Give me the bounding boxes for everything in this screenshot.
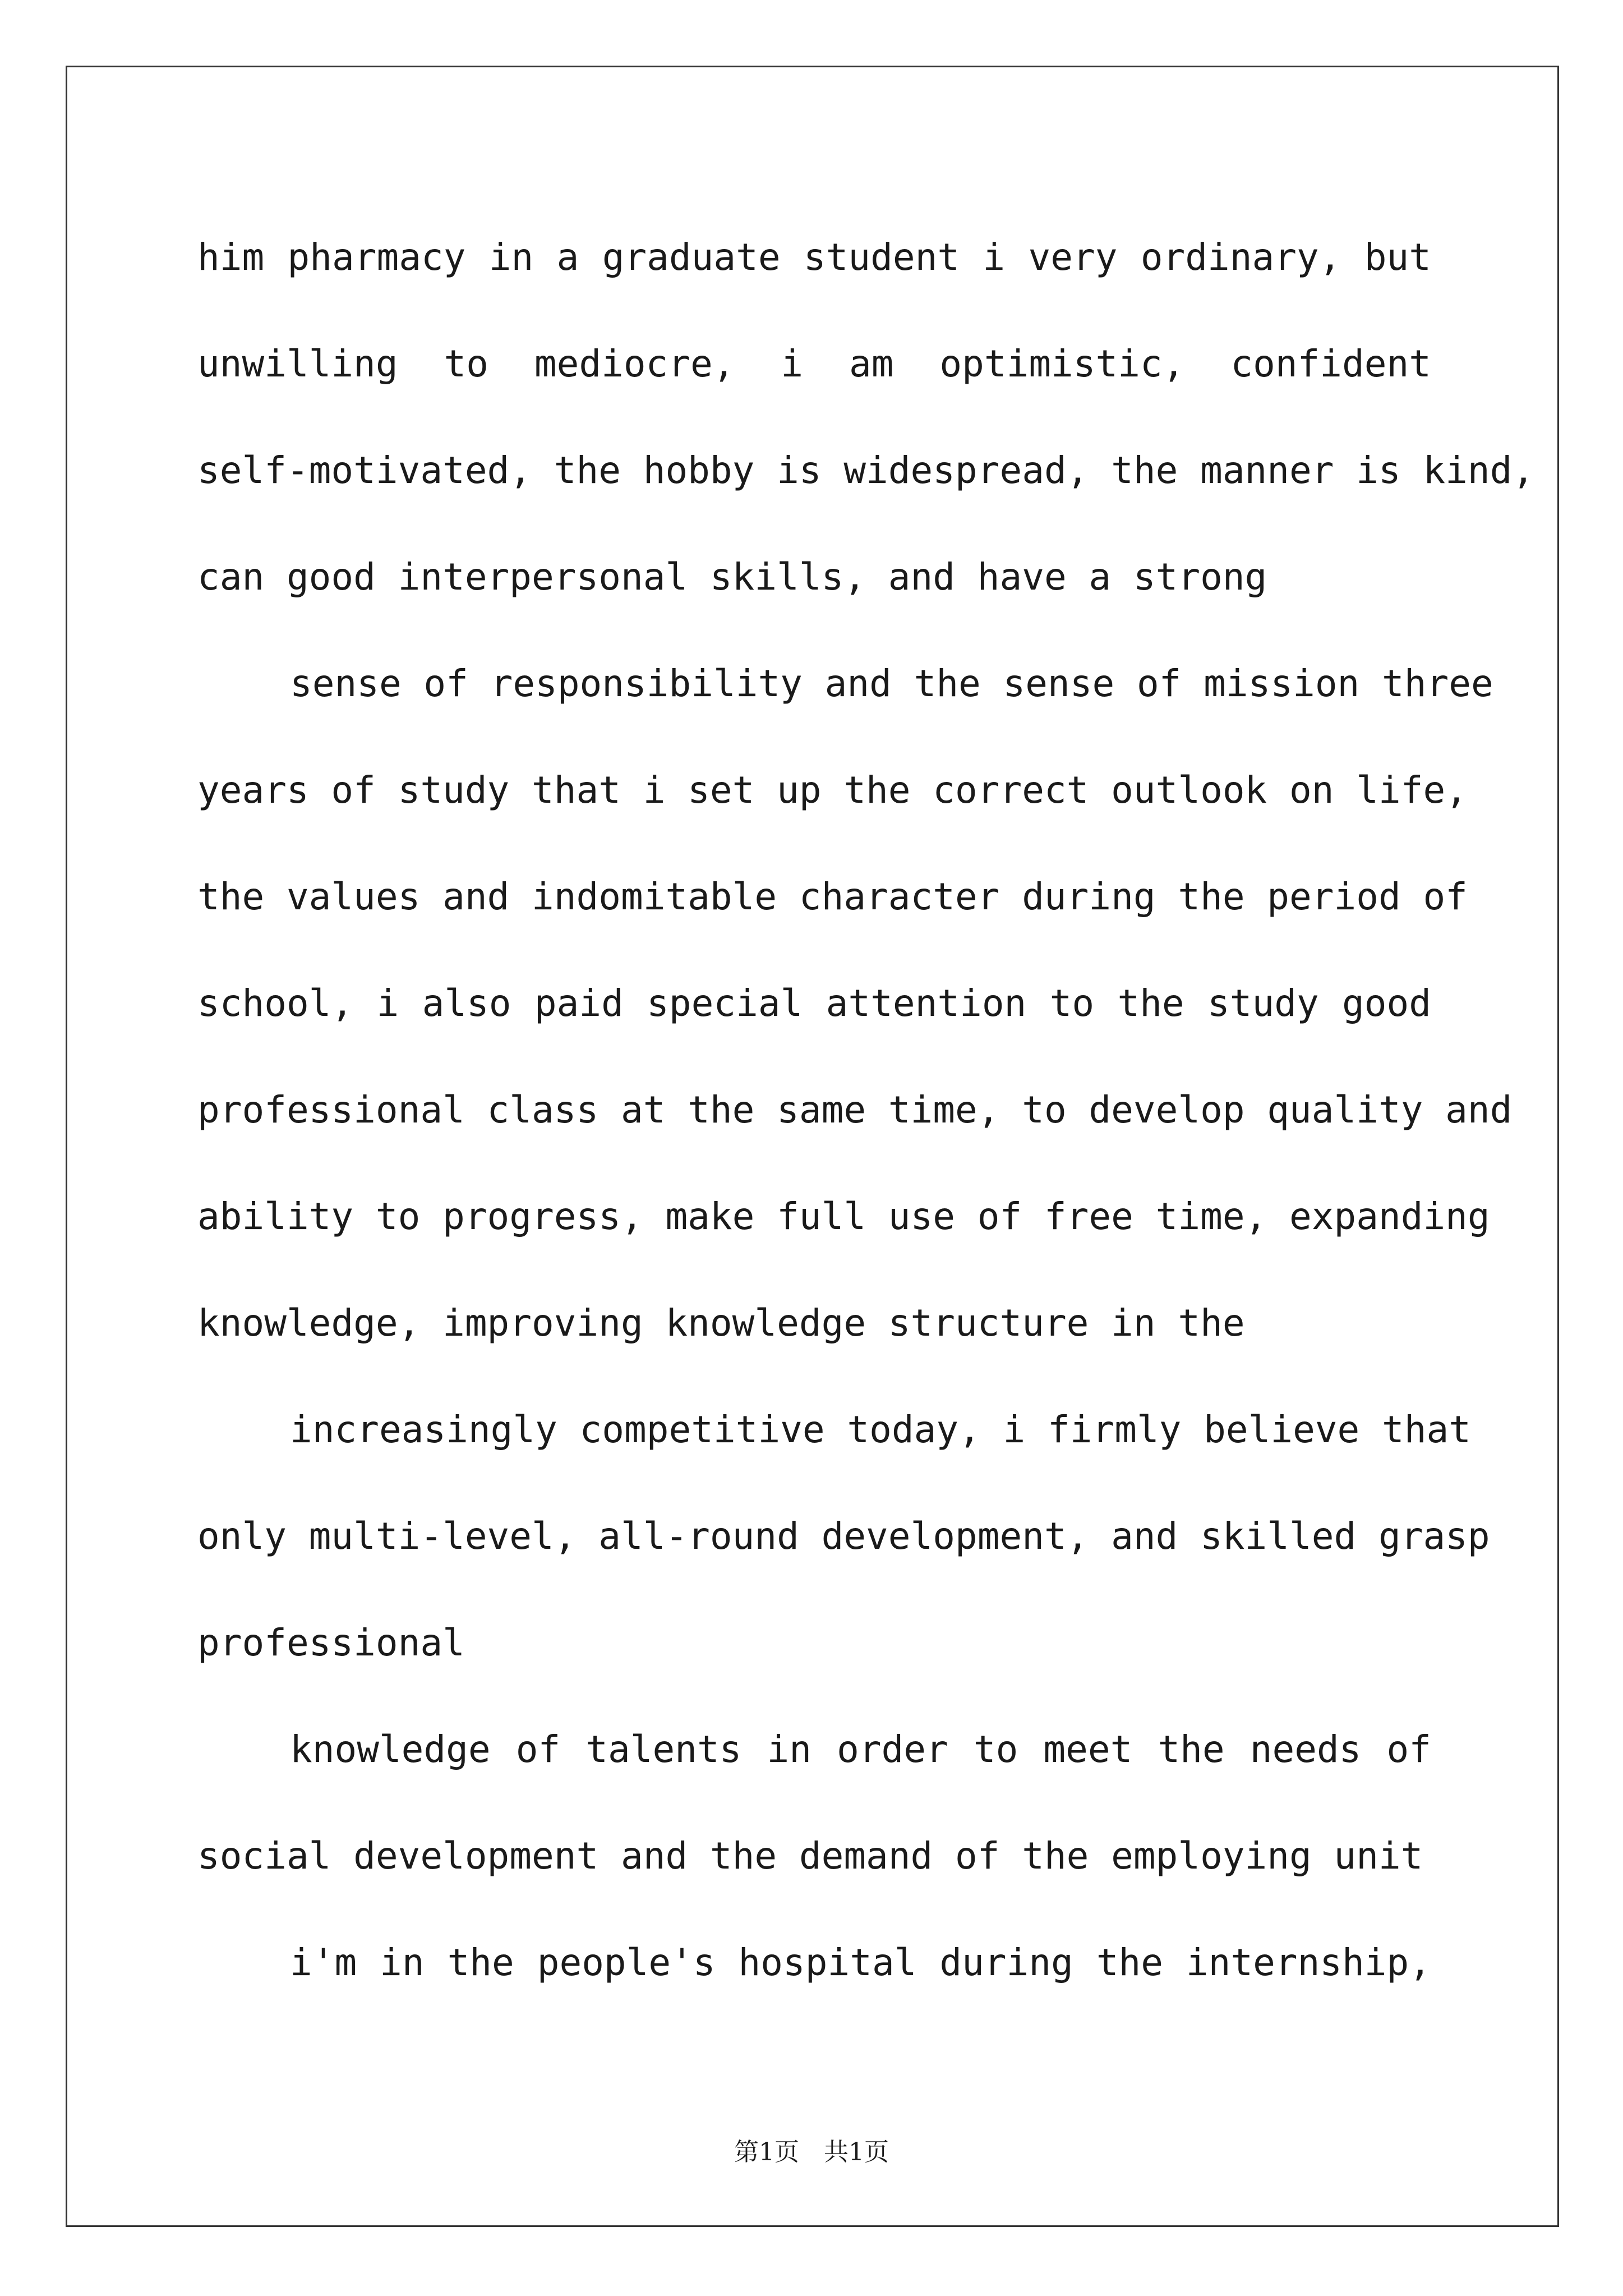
text-line: knowledge of talents in order to meet the needs of — [290, 1728, 1431, 1771]
page-footer — [0, 2132, 1623, 2168]
document-body — [197, 204, 1535, 2016]
text-line: unwilling to mediocre, i am optimistic, confident — [197, 342, 1431, 385]
text-line: knowledge, improving knowledge structure in the — [197, 1301, 1245, 1345]
text-line: social development and the demand of the employing unit — [197, 1834, 1423, 1878]
text-line: professional — [197, 1621, 465, 1664]
text-line: him pharmacy in a graduate student i very ordinary, but — [197, 236, 1431, 279]
text-line: professional class at the same time, to develop quality and — [197, 1088, 1513, 1131]
text-line: school, i also paid special attention to the study good — [197, 982, 1431, 1025]
text-line: ability to progress, make full use of free time, expanding — [197, 1195, 1490, 1238]
page-number: 第1页 共1页 — [734, 2138, 889, 2166]
text-line: years of study that i set up the correct outlook on life, — [197, 769, 1468, 812]
text-line: i'm in the people's hospital during the internship, — [290, 1941, 1431, 1984]
text-line: self-motivated, the hobby is widespread, the manner is kind, — [197, 449, 1535, 492]
text-line: increasingly competitive today, i firmly believe that — [290, 1408, 1471, 1451]
text-line: can good interpersonal skills, and have a strong — [197, 555, 1267, 599]
text-line: the values and indomitable character during the period of — [197, 875, 1468, 918]
text-line: only multi-level, all-round development, and skilled grasp — [197, 1515, 1490, 1558]
text-line: sense of responsibility and the sense of mission three — [290, 662, 1493, 705]
